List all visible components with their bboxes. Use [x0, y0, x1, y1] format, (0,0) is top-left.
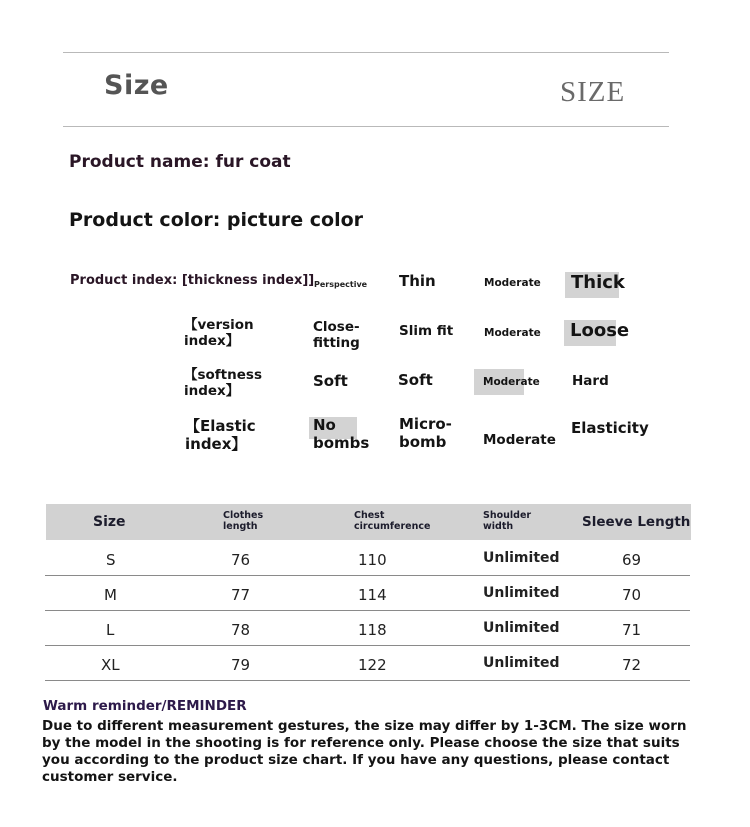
table-row — [45, 576, 690, 611]
index-label-version: 【version index】 — [184, 317, 254, 349]
header-divider — [63, 126, 669, 127]
index-title: Product index: [thickness index]] — [70, 273, 315, 288]
cell-shoulder: Unlimited — [483, 550, 560, 566]
cell-size: XL — [101, 656, 120, 674]
cell-shoulder: Unlimited — [483, 585, 560, 601]
cell-clothes-length: 76 — [231, 551, 251, 569]
cell-chest: 122 — [358, 656, 387, 674]
index-label-elastic: 【Elastic index】 — [185, 417, 256, 453]
cell-shoulder: Unlimited — [483, 620, 560, 636]
index-cell-thin: Thin — [399, 272, 436, 290]
cell-shoulder: Unlimited — [483, 655, 560, 671]
index-cell-soft: Soft — [313, 372, 348, 390]
row-divider — [45, 680, 690, 681]
cell-clothes-length: 78 — [231, 621, 251, 639]
table-row — [45, 541, 690, 576]
cell-size: L — [106, 621, 115, 639]
index-cell-moderate: Moderate — [474, 369, 524, 395]
cell-sleeve: 69 — [622, 551, 642, 569]
cell-clothes-length: 77 — [231, 586, 251, 604]
size-heading-serif: SIZE — [560, 76, 626, 108]
index-cell-micro-bomb: Micro-bomb — [399, 415, 452, 451]
col-header-shoulder: Shoulder width — [483, 510, 532, 533]
index-cell-soft: Soft — [398, 371, 433, 389]
cell-chest: 114 — [358, 586, 387, 604]
index-cell-moderate: Moderate — [484, 277, 541, 289]
index-cell-perspective: Perspective — [314, 280, 368, 289]
index-cell-elasticity: Elasticity — [571, 419, 649, 437]
table-row — [45, 611, 690, 646]
size-table-header — [46, 504, 691, 540]
reminder-body: Due to different measurement gestures, the size may differ by 1-3CM. The size worn by the model in the shooting is for reference only. Please choose the size that suits you according to the product size chart. If you have any questions, please contact customer service. — [42, 718, 687, 786]
cell-size: S — [106, 551, 116, 569]
cell-chest: 118 — [358, 621, 387, 639]
reminder-title: Warm reminder/REMINDER — [43, 698, 247, 714]
col-header-chest: Chest circumference — [354, 510, 431, 533]
cell-chest: 110 — [358, 551, 387, 569]
cell-sleeve: 70 — [622, 586, 642, 604]
col-header-sleeve: Sleeve Length — [582, 514, 691, 530]
size-heading: Size — [104, 70, 169, 101]
cell-sleeve: 72 — [622, 656, 642, 674]
product-name: Product name: fur coat — [69, 152, 291, 172]
cell-clothes-length: 79 — [231, 656, 251, 674]
index-cell-loose: Loose — [564, 320, 616, 346]
product-color: Product color: picture color — [69, 209, 364, 231]
index-cell-moderate: Moderate — [484, 327, 541, 339]
top-divider — [63, 52, 669, 53]
index-label-softness: 【softness index】 — [184, 367, 262, 399]
index-cell-thick: Thick — [565, 272, 619, 298]
col-header-size: Size — [93, 514, 126, 530]
index-cell-slim-fit: Slim fit — [399, 323, 454, 339]
cell-size: M — [104, 586, 117, 604]
index-cell-close-fitting: Close-fitting — [313, 319, 360, 351]
index-cell-hard: Hard — [572, 373, 609, 389]
cell-sleeve: 71 — [622, 621, 642, 639]
table-row — [45, 646, 690, 681]
col-header-clothes-length: Clothes length — [223, 510, 264, 533]
index-cell-no-bombs: No bombs — [309, 417, 357, 439]
index-cell-moderate: Moderate — [483, 432, 556, 448]
